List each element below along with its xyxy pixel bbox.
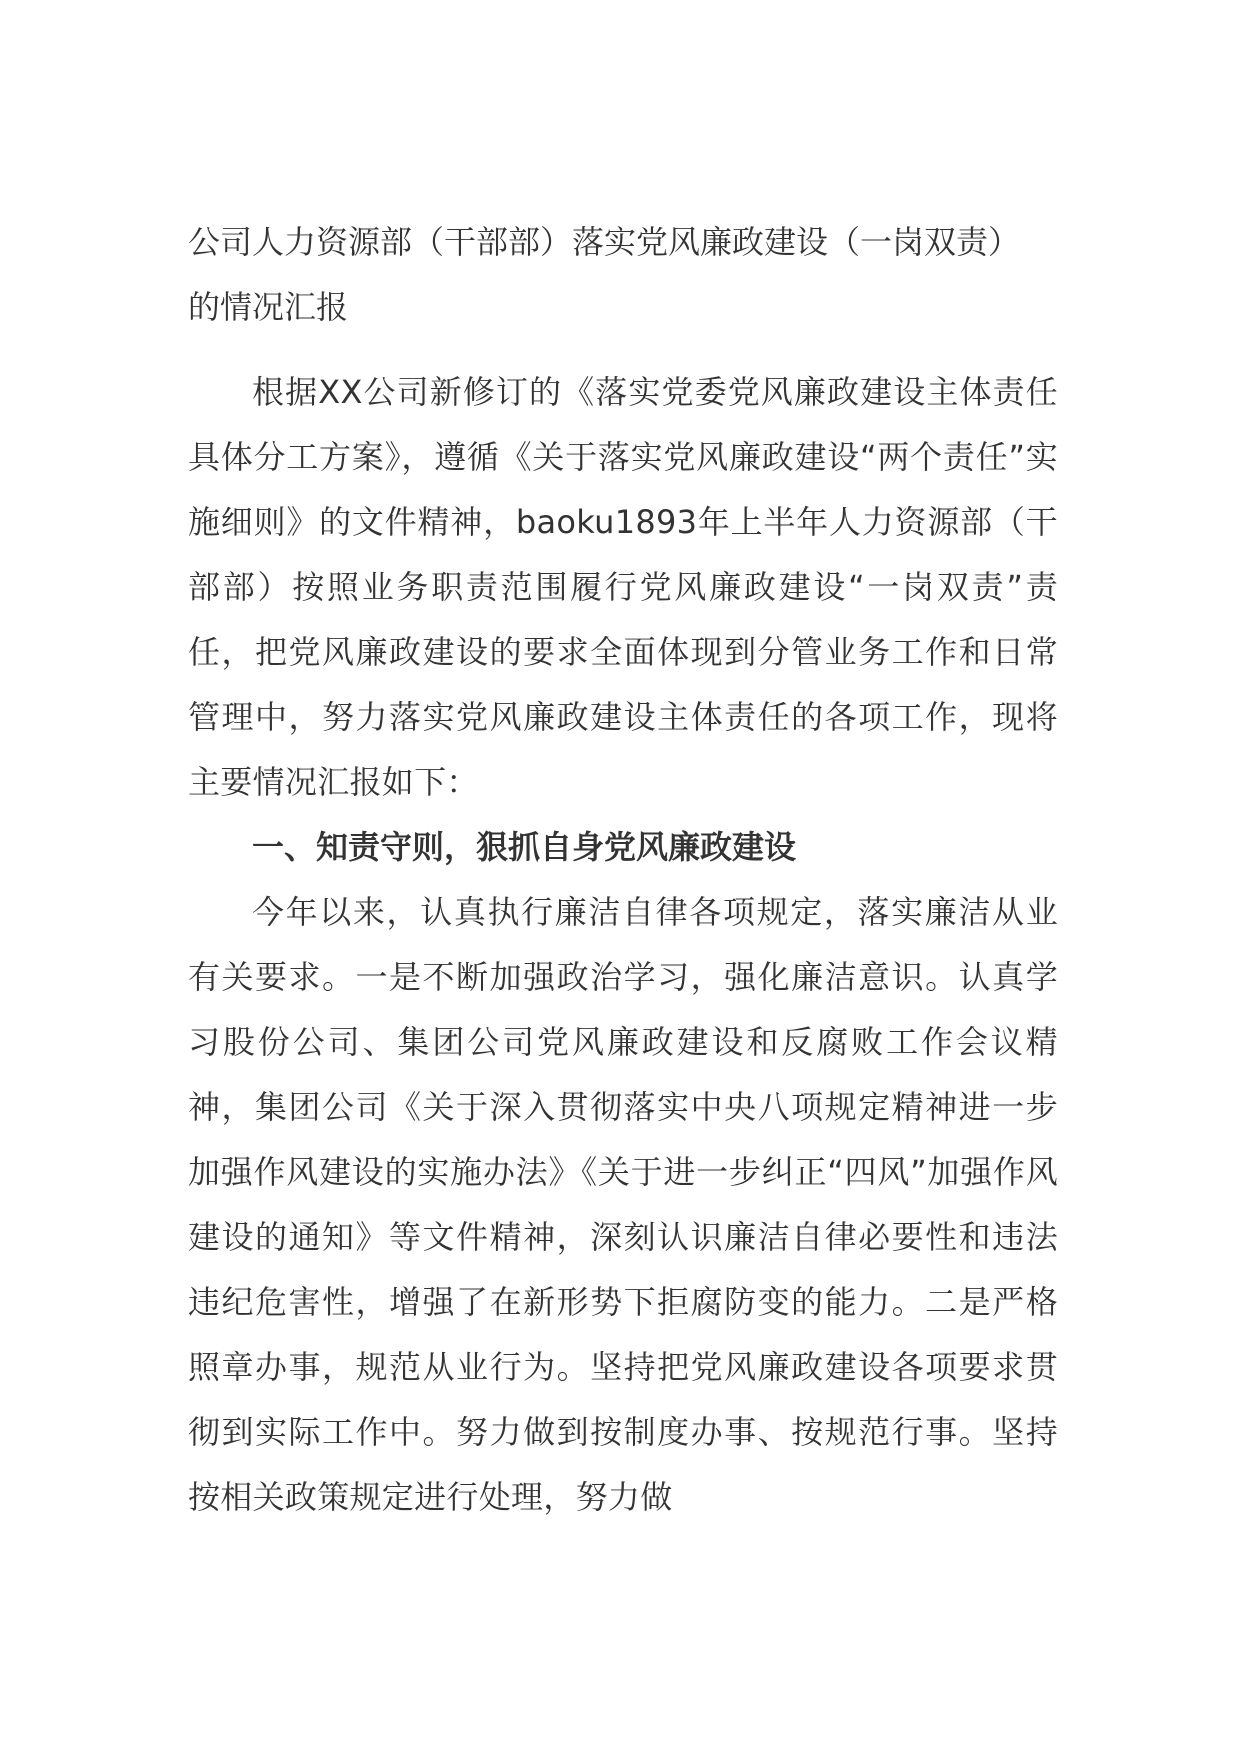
section-heading: 一、知责守则，狠抓自身党风廉政建设: [252, 828, 797, 866]
intro-paragraph: 根据XX公司新修订的《落实党委党风廉政建设主体责任具体分工方案》，遵循《关于落实党风廉政建设“两个责任”实施细则》的文件精神，baoku1893年上半年人力资源部（干部部）按照业务职责范围履行党风廉政建设“一岗双责”责任，把党风廉政建设的要求全面体现到分管业务工作和日常管理中，努力落实党风廉政建设主体责任的各项工作，现将主要情况汇报如下：: [188, 373, 1058, 801]
section-paragraph: 今年以来，认真执行廉洁自律各项规定，落实廉洁从业有关要求。一是不断加强政治学习，强化廉洁意识。认真学习股份公司、集团公司党风廉政建设和反腐败工作会议精神，集团公司《关于深入贯彻落实中央八项规定精神进一步加强作风建设的实施办法》《关于进一步纠正“四风”加强作风建设的通知》等文件精神，深刻认识廉洁自律必要性和违法违纪危害性，增强了在新形势下拒腐防变的能力。二是严格照章办事，规范从业行为。坚持把党风廉政建设各项要求贯彻到实际工作中。努力做到按制度办事、按规范行事。坚持按相关政策规定进行处理，努力做: [188, 893, 1058, 1516]
document-title: 公司人力资源部（干部部）落实党风廉政建设（一岗双责）的情况汇报: [188, 223, 1005, 326]
document-body: [188, 210, 1058, 1530]
